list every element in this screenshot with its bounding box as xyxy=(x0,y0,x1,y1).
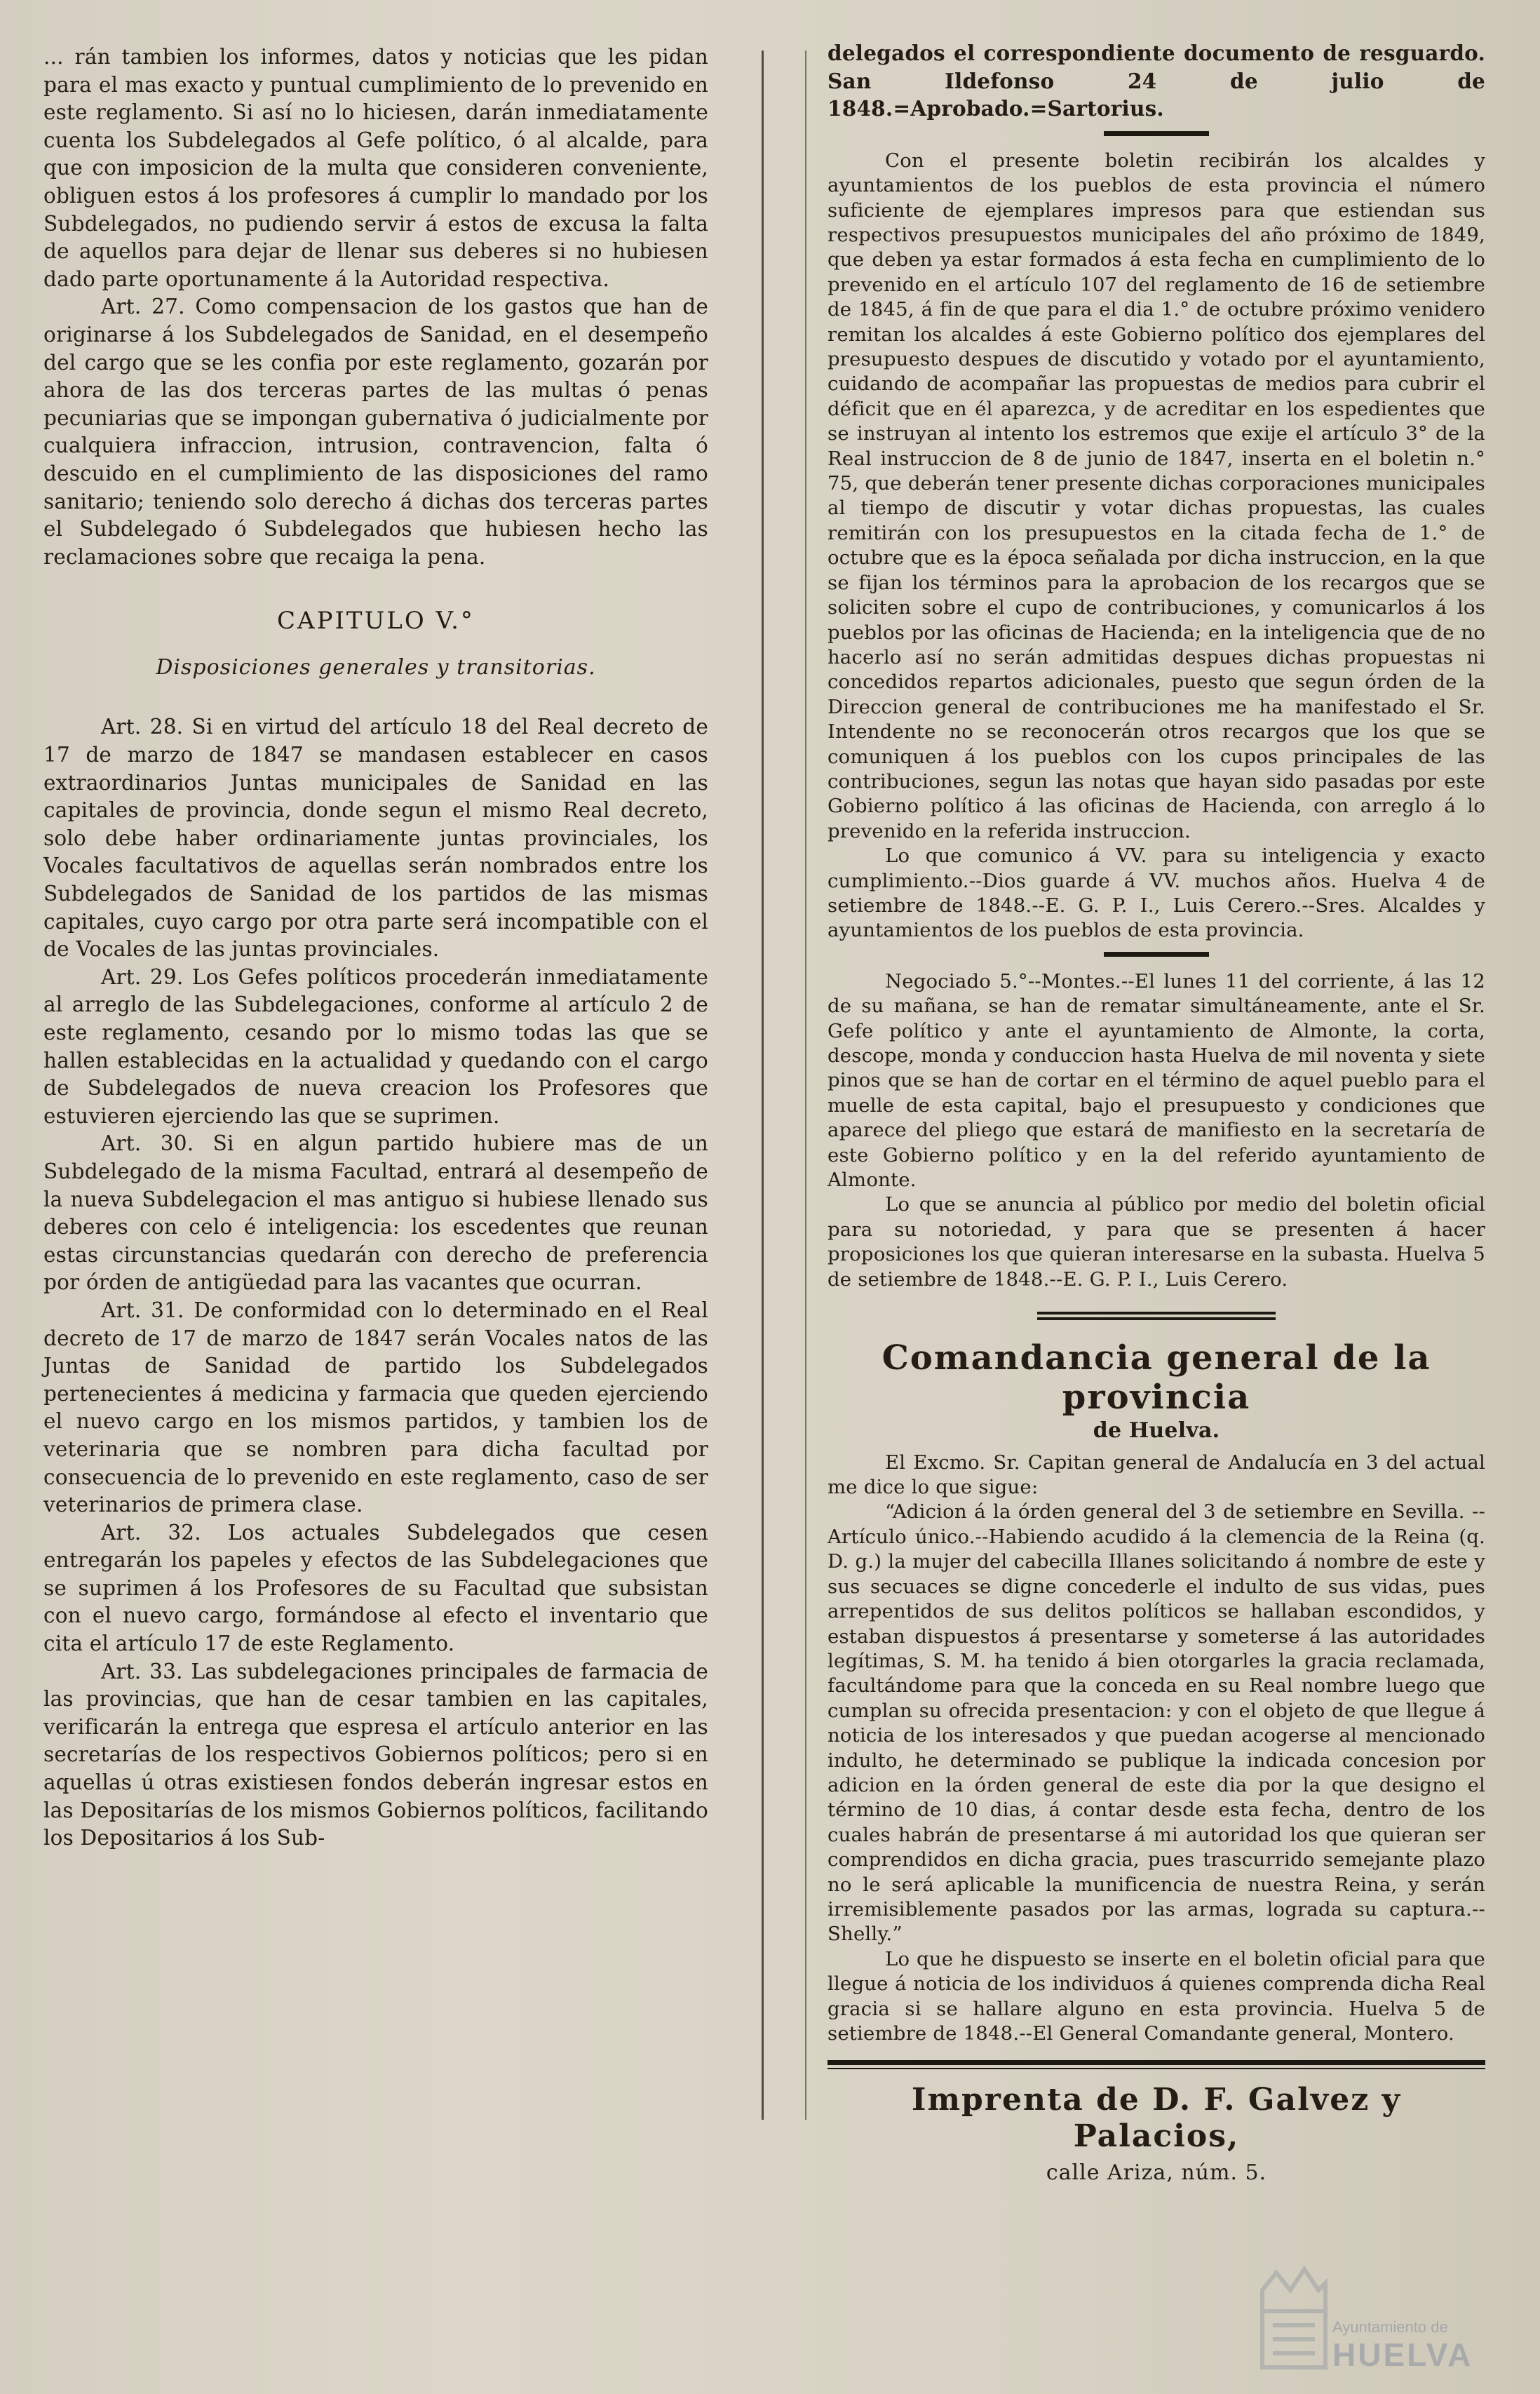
chapter-subtitle: Disposiciones generales y transitorias. xyxy=(156,654,596,680)
command-order: “Adicion á la órden general del 3 de setiembre en Sevilla. --Artículo único.--Habiendo acudido á la clemencia de la Reina (q. D. g.) la mujer del cabecilla Illanes solicitando á nombre de este y sus secuaces se digne concederle el indulto de sus vidas, pues arrepentidos de sus delitos políticos se hallaban escondidos, y estaban dispuestos á presentarse y someterse á las autoridades legítimas, S. M. ha tenido á bien otorgarles la gracia reclamada, facultándome para que la conceda en su Real nombre luego que cumplan su ofrecida presentacion: y con el objeto de que llegue á noticia de los interesados y que puedan acogerse al mencionado indulto, he determinado se publique la indicada concesion por adicion en la órden general de este dia por la que designo el término de 10 dias, á contar desde esta fecha, dentro de los cuales habrán de presentarse á mi autoridad los que quieran ser comprendidos en dicha gracia, pues trascurrido semejante plazo no le será aplicable la munificencia de nuestra Reina, y serán irremisiblemente pasados por las armas, lograda su captura.--Shelly.” xyxy=(828,1500,1485,1946)
budget-notice: Con el presente boletin recibirán los alcaldes y ayuntamientos de los pueblos de esta provincia el número suficiente de ejemplares impresos para que estiendan sus respectivos presupuestos municipales del año próximo de 1849, que deben ya estar formados á esta fecha en cumplimiento de lo prevenido en el artículo 107 del reglamento de 16 de setiembre de 1845, á fin de que para el dia 1.° de octubre próximo venidero remitan los alcaldes á este Gobierno político dos ejemplares del presupuesto despues de discutido y votado por el ayuntamiento, cuidando de acompañar las propuestas de medios para cubrir el déficit que en él aparezca, y de acreditar en los espedientes que se instruyan al intento los estremos que exije el artículo 3° de la Real instruccion de 8 de junio de 1847, inserta en el boletin n.° 75, que deberán tener presente dichas corporaciones municipales al tiempo de discutir y votar dichas propuestas, las cuales remitirán con los presupuestos en la citada fecha de 1.° de octubre que es la época señalada por dicha instruccion, en la que se fijan los términos para la aprobacion de los recargos que se soliciten sobre el cupo de contribuciones, y comunicarlos á los pueblos por las oficinas de Hacienda; en la inteligencia que de no hacerlo así no serán admitidas despues dichas propuestas ni concedidos repartos adicionales, puesto que segun órden de la Direccion general de contribuciones me ha manifestado el Sr. Intendente no se reconocerán otros recargos que los que se comuniquen á los pueblos con los cupos principales de las contribuciones, segun las notas que hayan sido pasadas por este Gobierno político á las oficinas de Hacienda, con arreglo á lo prevenido en la referida instruccion. xyxy=(828,149,1485,842)
watermark-line-1: Ayuntamiento de xyxy=(1332,2318,1448,2336)
command-closing: Lo que he dispuesto se inserte en el boletin oficial para que llegue á noticia de los individuos á quienes comprenda dicha Real gracia si se hallare alguno en esta provincia. Huelva 5 de setiembre de 1848.--El General Comandante general, Montero. xyxy=(828,1947,1485,2045)
right-column xyxy=(828,39,1485,2187)
article-27: Art. 27. Como compensacion de los gastos que han de originarse á los Subdelegados de Sanidad, en el desempeño del cargo que se les confia por este reglamento, gozarán por ahora de las dos terceras partes de las multas ó penas pecuniarias que se impongan gubernativa ó judicialmente por cualquiera infraccion, intrusion, contravencion, falta ó descuido en el cumplimiento de las disposiciones del ramo sanitario; teniendo solo derecho á dichas dos terceras partes el Subdelegado ó Subdelegados que hubiesen hecho las reclamaciones sobre que recaiga la pena. xyxy=(43,295,708,569)
forestry-notice: Negociado 5.°--Montes.--El lunes 11 del corriente, á las 12 de su mañana, se han de rematar simultáneamente, ante el Sr. Gefe político y ante el ayuntamiento de Almonte, la corta, descope, monda y conduccion hasta Huelva de mil noventa y siete pinos que se han de cortar en el término de aquel pueblo para el muelle de esta capital, bajo el presupuesto y condiciones que aparece del pliego que estará de manifiesto en la secretaría de este Gobierno político y en la del referido ayuntamiento de Almonte. xyxy=(828,969,1485,1192)
column-divider-inner xyxy=(805,51,806,2120)
printer-address: calle Ariza, núm. 5. xyxy=(1046,2160,1267,2186)
section-rule xyxy=(1104,952,1209,957)
decree-ending: delegados el correspondiente documento de resguardo. San Ildefonso 24 de julio de 1848.=Aprobado.=Sartorius. xyxy=(828,41,1485,121)
budget-notice-closing: Lo que comunico á VV. para su inteligencia y exacto cumplimiento.--Dios guarde á VV. muchos años. Huelva 4 de setiembre de 1848.--E. G. P. I., Luis Cerero.--Sres. Alcaldes y ayuntamientos de los pueblos de esta provincia. xyxy=(828,845,1485,942)
printer-imprint: Imprenta de D. F. Galvez y Palacios, xyxy=(911,2082,1402,2155)
article-33: Art. 33. Las subdelegaciones principales de farmacia de las provincias, que han de cesar tambien en las capitales, verificarán la entrega que espresa el artículo anterior en las secretarías de los respectivos Gobiernos políticos; pero si en aquellas ú otras existiesen fondos deberán ingresar estos en las Depositarías de los mismos Gobiernos políticos, facilitando los Depositarios á los Sub- xyxy=(43,1659,708,1850)
printer-rule xyxy=(828,2060,1485,2065)
article-31: Art. 31. De conformidad con lo determinado en el Real decreto de 17 de marzo de 1847 serán Vocales natos de las Juntas de Sanidad de partido los Subdelegados pertenecientes á medicina y farmacia que queden ejerciendo el nuevo cargo en los mismos partidos, y tambien los de veterinaria que se nombren para dicha facultad por consecuencia de lo prevenido en este reglamento, caso de ser veterinarios de primera clase. xyxy=(43,1298,708,1517)
left-column xyxy=(43,43,708,1852)
article-28: Art. 28. Si en virtud del artículo 18 del Real decreto de 17 de marzo de 1847 se mandasen establecer en casos extraordinarios Juntas municipales de Sanidad en las capitales de provincia, donde segun el mismo Real decreto, solo debe haber ordinariamente juntas provinciales, los Vocales facultativos de aquellas serán nombrados entre los Subdelegados de Sanidad de los partidos de las mismas capitales, cuyo cargo por otra parte será incompatible con el de Vocales de las juntas provinciales. xyxy=(43,715,708,962)
chapter-title: CAPITULO V.° xyxy=(277,607,475,636)
column-divider xyxy=(762,51,764,2120)
command-intro: El Excmo. Sr. Capitan general de Andalucía en 3 del actual me dice lo que sigue: xyxy=(828,1451,1485,1499)
section-rule xyxy=(1104,131,1209,136)
forestry-notice-closing: Lo que se anuncia al público por medio del boletin oficial para su notoriedad, y para que se presenten á hacer proposiciones los que quieran interesarse en la subasta. Huelva 5 de setiembre de 1848.--E. G. P. I., Luis Cerero. xyxy=(828,1193,1485,1291)
section-subheading: de Huelva. xyxy=(1093,1418,1220,1444)
watermark-line-2: HUELVA xyxy=(1332,2336,1473,2373)
paragraph-continuation: ... rán tambien los informes, datos y noticias que les pidan para el mas exacto y puntual cumplimiento de lo prevenido en este reglamento. Si así no lo hiciesen, darán inmediatamente cuenta los Subdelegados al Gefe político, ó al alcalde, para que con imposicion de la multa que consideren conveniente, obliguen estos á los profesores á cumplir lo mandado por los Subdelegados, no pudiendo servir á estos de excusa la falta de aquellos para dejar de llenar sus deberes si no hubiesen dado parte oportunamente á la Autoridad respectiva. xyxy=(43,45,708,291)
article-29: Art. 29. Los Gefes políticos procederán inmediatamente al arreglo de las Subdelegaciones, conforme al artículo 2 de este reglamento, cesando por lo mismo todas las que se hallen establecidas en la actualidad y quedando con el cargo de Subdelegados de nueva creacion los Profesores que estuvieren ejerciendo las que se suprimen. xyxy=(43,964,708,1128)
section-heading: Comandancia general de la provincia xyxy=(882,1338,1431,1418)
section-double-rule xyxy=(1037,1312,1276,1320)
printer-rule-thin xyxy=(828,2068,1485,2069)
article-30: Art. 30. Si en algun partido hubiere mas de un Subdelegado de la misma Facultad, entrará al desempeño de la nueva Subdelegacion el mas antiguo si hubiese llenado sus deberes con celo é inteligencia: los escedentes que reunan estas circunstancias quedarán con derecho de preferencia por órden de antigüedad para las vacantes que ocurran. xyxy=(43,1131,708,1295)
article-32: Art. 32. Los actuales Subdelegados que cesen entregarán los papeles y efectos de las Subdelegaciones que se suprimen á los Profesores de su Facultad que subsistan con el nuevo cargo, formándose al efecto el inventario que cita el artículo 17 de este Reglamento. xyxy=(43,1520,708,1656)
